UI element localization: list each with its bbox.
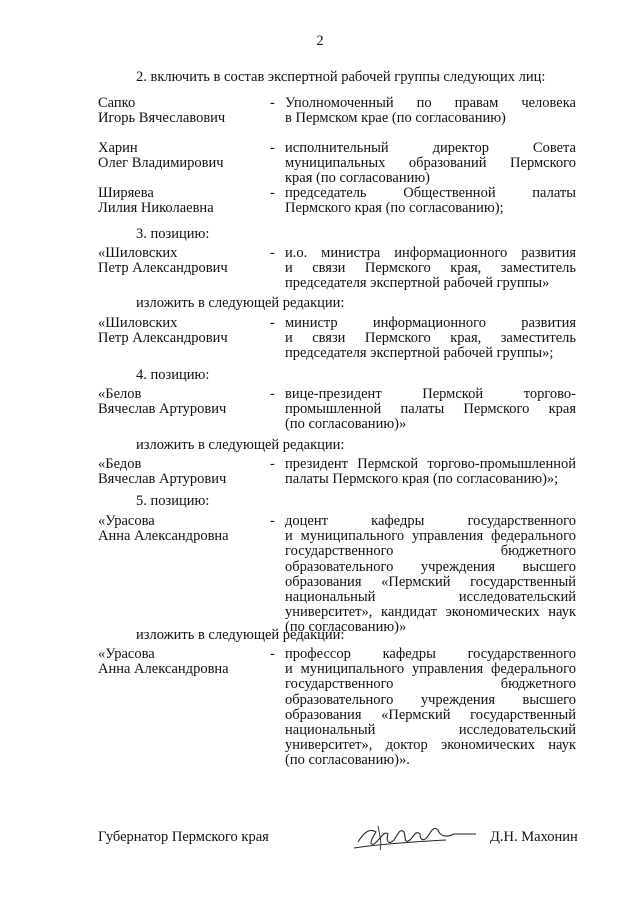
person-name-line: «Урасова — [98, 513, 155, 529]
position-description — [285, 246, 576, 292]
person-name-line: «Шиловских — [98, 315, 178, 331]
position-description — [285, 514, 576, 636]
description-line: образования «Пермский государственный — [285, 706, 576, 723]
description-line: министр информационного развития — [285, 315, 576, 331]
description-line: профессор кафедры государственного — [285, 646, 576, 662]
person-name-line: Ширяева — [98, 185, 154, 201]
person-name-line: Харин — [98, 140, 138, 156]
person-name — [98, 457, 226, 487]
person-name-line: Анна Александровна — [98, 661, 229, 678]
description-line: образовательного учреждения высшего — [285, 691, 576, 708]
entry-dash: - — [270, 315, 275, 331]
person-name-line: Вячеслав Артурович — [98, 471, 227, 488]
description-line: исполнительный директор Совета — [285, 140, 576, 156]
description-line: Пермского края (по согласованию); — [285, 200, 504, 217]
description-line: президент Пермской торгово-промышленной — [285, 456, 576, 472]
description-line: вице-президент Пермской торгово- — [285, 386, 576, 402]
entry-dash: - — [270, 95, 275, 111]
person-name-line: «Бедов — [98, 456, 142, 472]
entry-dash: - — [270, 245, 275, 261]
governor-title: Губернатор Пермского края — [98, 829, 269, 845]
description-line: государственного бюджетного — [285, 543, 576, 560]
description-line: председателя экспертной рабочей группы» — [285, 275, 550, 292]
description-line: государственного бюджетного — [285, 676, 576, 693]
description-line: в Пермском крае (по согласованию) — [285, 110, 506, 127]
person-name-line: «Шиловских — [98, 245, 178, 261]
description-line: национальный исследовательский — [285, 722, 576, 739]
entry-dash: - — [270, 646, 275, 662]
person-name — [98, 387, 226, 417]
entry-dash: - — [270, 456, 275, 472]
entry-dash: - — [270, 140, 275, 156]
entry-dash: - — [270, 185, 275, 201]
description-line: университет», доктор экономических наук — [285, 737, 576, 754]
description-line: края (по согласованию) — [285, 170, 431, 187]
intro-paragraph: 2. включить в состав экспертной рабочей группы следующих лиц: — [136, 69, 546, 85]
description-line: Уполномоченный по правам человека — [285, 95, 576, 111]
description-line: и муниципального управления федерального — [285, 528, 576, 545]
governor-name: Д.Н. Махонин — [490, 829, 578, 845]
description-line: промышленной палаты Пермского края — [285, 401, 576, 418]
description-line: и муниципального управления федерального — [285, 661, 576, 678]
description-line: (по согласованию)» — [285, 619, 407, 636]
position-description — [285, 387, 576, 433]
description-line: образовательного учреждения высшего — [285, 558, 576, 575]
position-description — [285, 647, 576, 769]
person-name-line: Сапко — [98, 95, 136, 111]
description-line: национальный исследовательский — [285, 589, 576, 606]
position-description — [285, 457, 576, 487]
position-description — [285, 141, 576, 187]
person-name — [98, 647, 229, 677]
item-5-label: 5. позицию: — [136, 493, 210, 509]
description-line: (по согласованию)». — [285, 752, 410, 769]
signature-image — [350, 818, 480, 854]
description-line: председателя экспертной рабочей группы»; — [285, 345, 554, 362]
position-description — [285, 96, 576, 126]
entry-dash: - — [270, 513, 275, 529]
description-line: палаты Пермского края (по согласованию)»; — [285, 471, 559, 488]
position-description — [285, 316, 576, 362]
person-name-line: Игорь Вячеславович — [98, 110, 226, 127]
description-line: председатель Общественной палаты — [285, 185, 576, 201]
person-name — [98, 514, 229, 544]
person-name — [98, 246, 228, 276]
replace-label-3: изложить в следующей редакции: — [136, 627, 345, 643]
description-line: и.о. министра информационного развития — [285, 245, 576, 261]
entry-dash: - — [270, 386, 275, 402]
page-number: 2 — [316, 33, 324, 49]
person-name-line: Олег Владимирович — [98, 155, 224, 172]
person-name — [98, 141, 224, 171]
person-name-line: Петр Александрович — [98, 330, 228, 347]
person-name — [98, 96, 225, 126]
description-line: университет», кандидат экономических наук — [285, 604, 576, 621]
person-name-line: «Урасова — [98, 646, 155, 662]
item-4-label: 4. позицию: — [136, 367, 210, 383]
position-description — [285, 186, 576, 216]
person-name-line: Лилия Николаевна — [98, 200, 214, 217]
person-name — [98, 316, 228, 346]
person-name-line: «Белов — [98, 386, 142, 402]
person-name-line: Анна Александровна — [98, 528, 229, 545]
description-line: и связи Пермского края, заместитель — [285, 330, 576, 347]
person-name-line: Вячеслав Артурович — [98, 401, 227, 418]
description-line: и связи Пермского края, заместитель — [285, 260, 576, 277]
item-3-label: 3. позицию: — [136, 226, 210, 242]
description-line: доцент кафедры государственного — [285, 513, 576, 529]
person-name-line: Петр Александрович — [98, 260, 228, 277]
description-line: муниципальных образований Пермского — [285, 155, 576, 172]
description-line: образования «Пермский государственный — [285, 573, 576, 590]
person-name — [98, 186, 214, 216]
replace-label-1: изложить в следующей редакции: — [136, 295, 345, 311]
replace-label-2: изложить в следующей редакции: — [136, 437, 345, 453]
description-line: (по согласованию)» — [285, 416, 407, 433]
